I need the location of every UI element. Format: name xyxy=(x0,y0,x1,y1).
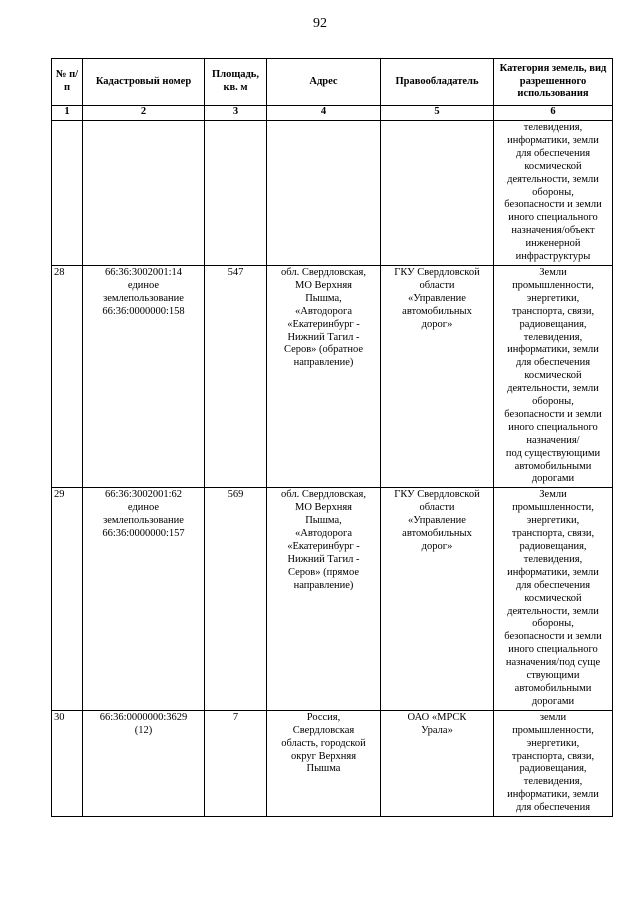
cell-text-line: иного специального xyxy=(508,421,598,433)
row-number-cell: 29 xyxy=(52,488,83,710)
cell-text-line: телевидения, xyxy=(523,122,583,133)
cell-text-line: направление) xyxy=(293,579,354,591)
cell-text-line: 66:36:0000000:157 xyxy=(102,528,185,540)
cell-text-line: автомобильных xyxy=(402,305,472,317)
cell-text-line: деятельности, земли xyxy=(507,383,599,395)
page-number: 92 xyxy=(313,16,327,31)
cell-text-line: космической xyxy=(524,160,582,172)
cell-text-line: обороны, xyxy=(532,618,574,630)
cell-text-line: Россия, xyxy=(306,711,341,723)
cell-text-line: «Автодорога xyxy=(295,528,352,540)
address-cell xyxy=(267,265,381,487)
cell-text-line: Свердловская xyxy=(292,724,355,736)
cell-text-line: Пышма, xyxy=(305,292,342,304)
row-number-cell xyxy=(52,121,83,266)
cell-text-line: 66:36:0000000:3629 xyxy=(99,711,188,723)
cell-text-line: безопасности и земли xyxy=(504,199,602,211)
cell-text-line: обороны, xyxy=(532,186,574,198)
cell-text-line: единое xyxy=(127,279,160,291)
header-address: Адрес xyxy=(267,59,381,106)
address-cell xyxy=(267,121,381,266)
cell-text-line: промышленности, xyxy=(512,279,594,291)
cell-text-line: «Управление xyxy=(408,292,466,304)
cell-text-line: транспорта, связи, xyxy=(511,528,595,540)
cell-text-line: обороны, xyxy=(532,396,574,408)
cadastral-number-cell xyxy=(83,121,205,266)
cell-text-line: радиовещания, xyxy=(519,763,587,775)
cell-text-line: автомобильных xyxy=(402,528,472,540)
cell-text-line: Земли xyxy=(539,266,567,278)
cell-text-line: Нижний Тагил - xyxy=(287,553,360,565)
cell-text-line: 66:36:3002001:62 xyxy=(104,489,182,501)
cell-text-line: для обеспечения xyxy=(515,802,591,814)
cell-text-line: область, городской xyxy=(281,737,366,749)
cell-text-line: для обеспечения xyxy=(515,579,591,591)
cell-text-line: «Екатеринбург - xyxy=(287,541,360,552)
cell-text-line: «Управление xyxy=(408,515,466,527)
cell-text-line: 66:36:0000000:158 xyxy=(102,305,185,317)
cell-text-line: промышленности, xyxy=(512,502,594,514)
cell-text-line: автомобильными xyxy=(514,682,592,694)
cell-text-line: космической xyxy=(524,370,582,382)
cell-text-line: МО Верхняя xyxy=(295,279,352,291)
area-cell: 547 xyxy=(205,265,267,487)
column-number: 2 xyxy=(83,106,205,121)
cell-text-line: для обеспечения xyxy=(515,147,591,159)
column-number: 1 xyxy=(52,106,83,121)
cell-text-line: космической xyxy=(524,592,582,604)
cell-text-line: инфраструктуры xyxy=(515,251,591,263)
cell-text-line: обл. Свердловская, xyxy=(281,489,366,501)
cell-text-line: транспорта, связи, xyxy=(511,750,595,762)
cell-text-line: иного специального xyxy=(508,644,598,656)
cell-text-line: Урала» xyxy=(421,724,453,736)
cell-text-line: телевидения, xyxy=(523,553,583,565)
cell-text-line: ствующими xyxy=(526,670,580,682)
cell-text-line: энергетики, xyxy=(526,515,580,527)
header-land-category: Категория земель, вид разрешенного использования xyxy=(494,59,613,106)
area-cell: 569 xyxy=(205,488,267,710)
table-row xyxy=(52,265,613,487)
cell-text-line: ГКУ Свердловской xyxy=(394,266,480,278)
row-number-cell: 30 xyxy=(52,710,83,816)
land-plots-table xyxy=(51,58,613,817)
table-row xyxy=(52,710,613,816)
cell-text-line: дорог» xyxy=(421,318,453,330)
cell-text-line: Серов» (обратное xyxy=(283,344,364,356)
area-cell xyxy=(205,121,267,266)
column-number: 3 xyxy=(205,106,267,121)
cell-text-line: земли xyxy=(539,711,567,723)
table-row xyxy=(52,488,613,710)
column-number: 5 xyxy=(381,106,494,121)
land-category-cell xyxy=(494,710,613,816)
cell-text-line: дорогами xyxy=(531,695,575,707)
cell-text-line: направление) xyxy=(293,357,354,369)
header-owner: Правообладатель xyxy=(381,59,494,106)
area-cell: 7 xyxy=(205,710,267,816)
cell-text-line: транспорта, связи, xyxy=(511,305,595,317)
table-body xyxy=(52,121,613,817)
cell-text-line: единое xyxy=(127,502,160,514)
cell-text-line: энергетики, xyxy=(526,292,580,304)
cell-text-line: Пышма, xyxy=(305,515,342,527)
cell-text-line: дорог» xyxy=(421,541,453,552)
cell-text-line: безопасности и земли xyxy=(504,408,602,420)
land-category-cell xyxy=(494,265,613,487)
cell-text-line: Серов» (прямое xyxy=(287,566,359,578)
cell-text-line: Нижний Тагил - xyxy=(287,331,360,343)
owner-cell xyxy=(381,488,494,710)
cell-text-line: радиовещания, xyxy=(519,318,587,330)
cell-text-line: Земли xyxy=(539,489,567,501)
cadastral-number-cell xyxy=(83,265,205,487)
cell-text-line: деятельности, земли xyxy=(507,173,599,185)
cell-text-line: назначения/под суще xyxy=(505,657,601,669)
column-number: 4 xyxy=(267,106,381,121)
cell-text-line: округ Верхняя xyxy=(290,750,357,762)
cell-text-line: МО Верхняя xyxy=(295,502,352,514)
column-number: 6 xyxy=(494,106,613,121)
cell-text-line: (12) xyxy=(134,724,153,736)
cell-text-line: энергетики, xyxy=(526,737,580,749)
cell-text-line: землепользование xyxy=(103,515,184,527)
address-cell xyxy=(267,710,381,816)
cell-text-line: деятельности, земли xyxy=(507,605,599,617)
owner-cell xyxy=(381,121,494,266)
owner-cell xyxy=(381,265,494,487)
cell-text-line: радиовещания, xyxy=(519,541,587,552)
cell-text-line: информатики, земли xyxy=(507,789,599,801)
cell-text-line: обл. Свердловская, xyxy=(281,266,366,278)
header-area: Площадь, кв. м xyxy=(205,59,267,106)
cell-text-line: промышленности, xyxy=(512,724,594,736)
cell-text-line: инженерной xyxy=(525,238,581,250)
cell-text-line: землепользование xyxy=(103,292,184,304)
cell-text-line: «Автодорога xyxy=(295,305,352,317)
cell-text-line: Пышма xyxy=(306,763,341,775)
cell-text-line: иного специального xyxy=(508,212,598,224)
cell-text-line: информатики, земли xyxy=(507,566,599,578)
cell-text-line: назначения/ xyxy=(526,434,580,446)
header-number: № п/п xyxy=(52,59,83,106)
column-numbers-row xyxy=(52,106,613,121)
cell-text-line: 66:36:3002001:14 xyxy=(104,266,182,278)
cell-text-line: назначения/объект xyxy=(511,225,595,237)
cell-text-line: под существующими xyxy=(505,447,601,459)
cell-text-line: безопасности и земли xyxy=(504,631,602,643)
cell-text-line: телевидения, xyxy=(523,331,583,343)
row-number-cell: 28 xyxy=(52,265,83,487)
land-category-cell xyxy=(494,121,613,266)
owner-cell xyxy=(381,710,494,816)
cadastral-number-cell xyxy=(83,488,205,710)
cell-text-line: ОАО «МРСК xyxy=(407,711,467,723)
cell-text-line: дорогами xyxy=(531,473,575,485)
cell-text-line: автомобильными xyxy=(514,460,592,472)
header-cadastral-number: Кадастровый номер xyxy=(83,59,205,106)
cell-text-line: ГКУ Свердловской xyxy=(394,489,480,501)
cell-text-line: области xyxy=(419,279,455,291)
cell-text-line: для обеспечения xyxy=(515,357,591,369)
land-category-cell xyxy=(494,488,613,710)
table-row xyxy=(52,121,613,266)
cell-text-line: области xyxy=(419,502,455,514)
address-cell xyxy=(267,488,381,710)
cell-text-line: информатики, земли xyxy=(507,134,599,146)
table-header-row xyxy=(52,59,613,106)
cell-text-line: «Екатеринбург - xyxy=(287,318,360,330)
cell-text-line: телевидения, xyxy=(523,776,583,788)
cell-text-line: информатики, земли xyxy=(507,344,599,356)
cadastral-number-cell xyxy=(83,710,205,816)
